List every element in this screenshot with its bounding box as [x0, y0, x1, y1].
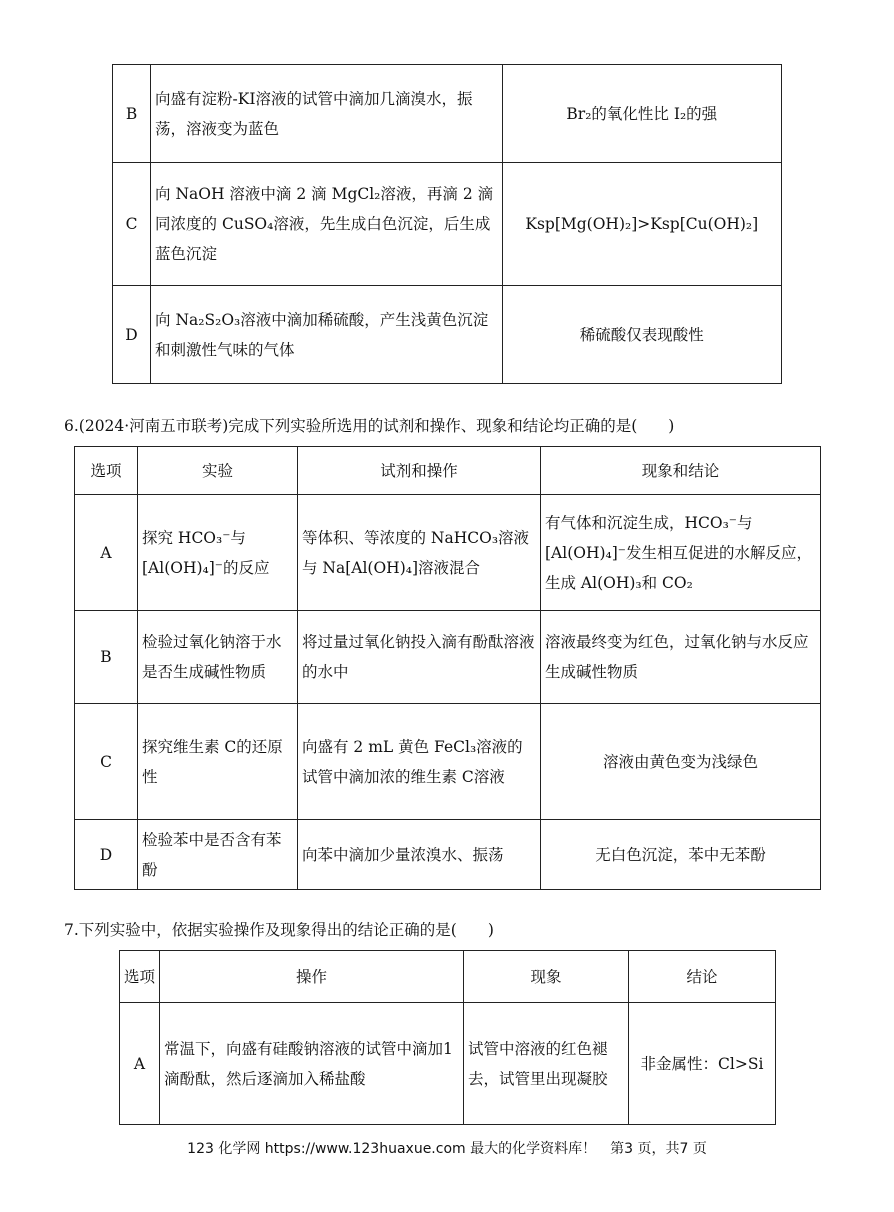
- table-row: [75, 820, 821, 890]
- option-label: C: [113, 163, 151, 286]
- question-7-stem: 7.下列实验中，依据实验操作及现象得出的结论正确的是( ): [64, 921, 494, 939]
- option-label: C: [75, 704, 138, 820]
- table-row: [75, 611, 821, 704]
- experiment-cell: 检验苯中是否含有苯酚: [138, 820, 298, 890]
- operation-cell: 向苯中滴加少量浓溴水、振荡: [298, 820, 541, 890]
- operation-cell: 向 NaOH 溶液中滴 2 滴 MgCl₂溶液，再滴 2 滴同浓度的 CuSO₄溶液，先生成白色沉淀，后生成蓝色沉淀: [151, 163, 503, 286]
- table-row: [120, 1003, 776, 1125]
- header-operation: 操作: [160, 951, 464, 1003]
- option-label: D: [113, 286, 151, 384]
- page-footer: 123 化学网 https://www.123huaxue.com 最大的化学资料库！ 第3 页，共7 页: [187, 1141, 707, 1157]
- header-conclusion: 结论: [629, 951, 776, 1003]
- header-option: 选项: [75, 447, 138, 495]
- option-label: D: [75, 820, 138, 890]
- observation-cell: 试管中溶液的红色褪去，试管里出现凝胶: [464, 1003, 629, 1125]
- question-7-table: [119, 950, 776, 1125]
- option-label: B: [75, 611, 138, 704]
- option-label: A: [75, 495, 138, 611]
- operation-cell: 等体积、等浓度的 NaHCO₃溶液与 Na[Al(OH)₄]溶液混合: [298, 495, 541, 611]
- conclusion-cell: 非金属性：Cl>Si: [629, 1003, 776, 1125]
- result-cell: 溶液最终变为红色，过氧化钠与水反应生成碱性物质: [541, 611, 821, 704]
- result-cell: 溶液由黄色变为浅绿色: [541, 704, 821, 820]
- operation-cell: 向盛有淀粉-KI溶液的试管中滴加几滴溴水，振荡，溶液变为蓝色: [151, 65, 503, 163]
- operation-cell: 向 Na₂S₂O₃溶液中滴加稀硫酸，产生浅黄色沉淀和刺激性气味的气体: [151, 286, 503, 384]
- table-header-row: [75, 447, 821, 495]
- header-operation: 试剂和操作: [298, 447, 541, 495]
- table-header-row: [120, 951, 776, 1003]
- option-label: A: [120, 1003, 160, 1125]
- table-row: [75, 495, 821, 611]
- header-result: 现象和结论: [541, 447, 821, 495]
- result-cell: 有气体和沉淀生成，HCO₃⁻与[Al(OH)₄]⁻发生相互促进的水解反应，生成 Al(OH)₃和 CO₂: [541, 495, 821, 611]
- table-row: [113, 65, 782, 163]
- table-previous-question: [112, 64, 782, 384]
- question-6-stem: 6.(2024·河南五市联考)完成下列实验所选用的试剂和操作、现象和结论均正确的是( ): [64, 417, 675, 435]
- option-label: B: [113, 65, 151, 163]
- result-cell: 无白色沉淀，苯中无苯酚: [541, 820, 821, 890]
- header-observation: 现象: [464, 951, 629, 1003]
- operation-cell: 常温下，向盛有硅酸钠溶液的试管中滴加1滴酚酞，然后逐滴加入稀盐酸: [160, 1003, 464, 1125]
- header-experiment: 实验: [138, 447, 298, 495]
- experiment-cell: 探究 HCO₃⁻与[Al(OH)₄]⁻的反应: [138, 495, 298, 611]
- operation-cell: 将过量过氧化钠投入滴有酚酞溶液的水中: [298, 611, 541, 704]
- conclusion-cell: Br₂的氧化性比 I₂的强: [502, 65, 781, 163]
- experiment-cell: 探究维生素 C的还原性: [138, 704, 298, 820]
- operation-cell: 向盛有 2 mL 黄色 FeCl₃溶液的试管中滴加浓的维生素 C溶液: [298, 704, 541, 820]
- table-row: [113, 163, 782, 286]
- table-row: [113, 286, 782, 384]
- table-row: [75, 704, 821, 820]
- conclusion-cell: Ksp[Mg(OH)₂]>Ksp[Cu(OH)₂]: [502, 163, 781, 286]
- conclusion-cell: 稀硫酸仅表现酸性: [502, 286, 781, 384]
- header-option: 选项: [120, 951, 160, 1003]
- question-6-table: [74, 446, 821, 890]
- experiment-cell: 检验过氧化钠溶于水是否生成碱性物质: [138, 611, 298, 704]
